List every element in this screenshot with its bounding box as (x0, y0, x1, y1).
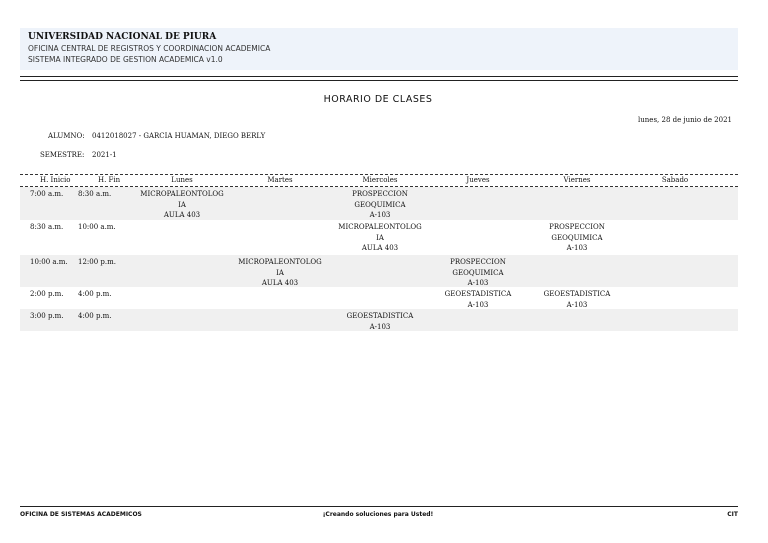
column-header-lunes: Lunes (171, 176, 193, 184)
footer-code: CIT (727, 511, 738, 518)
university-name: UNIVERSIDAD NACIONAL DE PIURA (28, 32, 217, 42)
end-time: 4:00 p.m. (78, 290, 112, 298)
course-line: GEOQUIMICA (354, 200, 406, 209)
column-header-h-fin: H. Fin (98, 176, 121, 184)
end-time: 4:00 p.m. (78, 312, 112, 320)
report-title: HORARIO DE CLASES (323, 94, 433, 105)
course-line: MICROPALEONTOLOG (238, 258, 322, 266)
course-line: GEOQUIMICA (551, 233, 603, 242)
course-line: A-103 (566, 244, 588, 252)
schedule-table-header (20, 174, 738, 187)
office-name: OFICINA CENTRAL DE REGISTROS Y COORDINACION ACADEMICA (28, 44, 271, 53)
footer-slogan: ¡Creando soluciones para Usted! (322, 511, 434, 518)
course-cell-viernes (529, 289, 625, 310)
footer-rule (20, 506, 738, 507)
course-line: PROSPECCION (549, 223, 605, 231)
course-cell-miercoles (332, 222, 428, 254)
course-line: A-103 (566, 300, 588, 309)
column-header-miercoles: Miercoles (362, 176, 398, 184)
table-row (20, 220, 738, 255)
table-row (20, 187, 738, 220)
course-line: PROSPECCION (352, 190, 408, 198)
course-cell-lunes (134, 189, 230, 221)
course-line: PROSPECCION (450, 258, 506, 266)
course-cell-jueves (430, 289, 526, 310)
report-date: lunes, 28 de junio de 2021 (638, 116, 732, 124)
end-time: 12:00 p.m. (78, 258, 116, 266)
course-line: A-103 (369, 322, 391, 331)
column-header-jueves: Jueves (466, 176, 490, 184)
course-line: AULA 403 (361, 244, 399, 252)
student-value: 0412018027 - GARCIA HUAMAN, DIEGO BERLY (92, 132, 266, 140)
course-line: GEOESTADISTICA (444, 290, 512, 298)
start-time: 2:00 p.m. (30, 290, 64, 298)
header-rule-top (20, 76, 738, 77)
start-time: 10:00 a.m. (30, 258, 68, 266)
course-line: GEOQUIMICA (452, 268, 504, 277)
system-name: SISTEMA INTEGRADO DE GESTION ACADEMICA v1.0 (28, 55, 223, 64)
course-cell-jueves (430, 257, 526, 289)
semester-label: SEMESTRE: (40, 151, 85, 159)
course-line: IA (376, 233, 384, 242)
table-row (20, 255, 738, 287)
course-line: MICROPALEONTOLOG (140, 190, 224, 198)
end-time: 8:30 a.m. (78, 190, 112, 198)
institution-header (20, 28, 738, 70)
table-row (20, 309, 738, 331)
course-line: A-103 (369, 211, 391, 219)
course-line: IA (276, 268, 284, 277)
student-label: ALUMNO: (48, 132, 85, 140)
course-cell-martes (232, 257, 328, 289)
table-row (20, 287, 738, 309)
course-line: A-103 (467, 279, 489, 287)
course-line: A-103 (467, 300, 489, 309)
start-time: 3:00 p.m. (30, 312, 64, 320)
course-line: AULA 403 (261, 279, 299, 287)
course-cell-viernes (529, 222, 625, 254)
column-header-h-inicio: H. Inicio (40, 176, 71, 184)
header-rule-bottom (20, 80, 738, 81)
column-header-viernes: Viernes (563, 176, 591, 184)
course-line: MICROPALEONTOLOG (338, 223, 422, 231)
course-line: AULA 403 (163, 211, 201, 219)
course-cell-miercoles (332, 189, 428, 221)
footer-office: OFICINA DE SISTEMAS ACADEMICOS (20, 511, 142, 518)
start-time: 7:00 a.m. (30, 190, 64, 198)
end-time: 10:00 a.m. (78, 223, 116, 231)
course-line: IA (178, 200, 186, 209)
semester-value: 2021-1 (92, 151, 117, 159)
course-line: GEOESTADISTICA (346, 312, 414, 320)
course-cell-miercoles (332, 311, 428, 332)
column-header-martes: Martes (267, 176, 293, 184)
column-header-sabado: Sabado (661, 176, 689, 184)
course-line: GEOESTADISTICA (543, 290, 611, 298)
start-time: 8:30 a.m. (30, 223, 64, 231)
